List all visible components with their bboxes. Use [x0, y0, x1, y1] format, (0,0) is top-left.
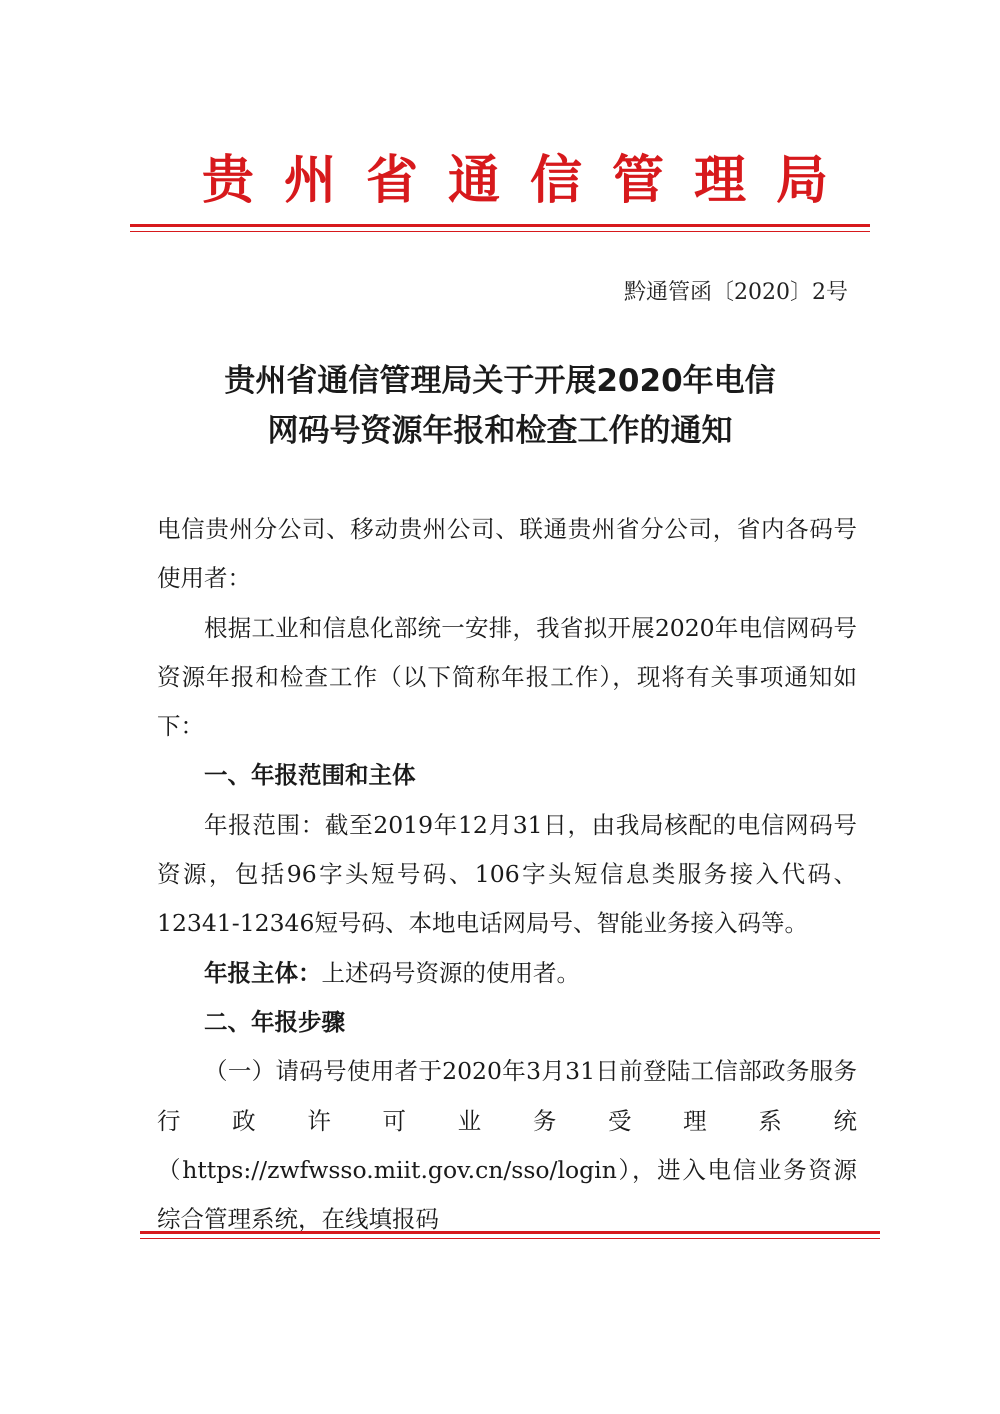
title-line-1: 贵州省通信管理局关于开展2020年电信: [224, 363, 776, 399]
section-1-heading: 一、年报范围和主体: [204, 761, 416, 790]
document-body: [157, 505, 857, 1244]
subject-label: 年报主体：: [204, 958, 322, 987]
footer-rule-thin: [140, 1238, 880, 1239]
document-number: 黔通管函〔2020〕2号: [624, 280, 848, 305]
subject-paragraph: [157, 949, 857, 998]
salutation: 电信贵州分公司、移动贵州公司、联通贵州省分公司，省内各码号使用者：: [157, 515, 857, 593]
header-rule-thick: [130, 224, 870, 227]
title-line-2: 网码号资源年报和检查工作的通知: [267, 413, 733, 449]
header-rule-thin: [130, 231, 870, 232]
intro-paragraph: 根据工业和信息化部统一安排，我省拟开展2020年电信网码号资源年报和检查工作（以下简称年报工作），现将有关事项通知如下：: [157, 613, 857, 741]
section-2-heading: 二、年报步骤: [204, 1007, 345, 1036]
footer-rule-thick: [140, 1231, 880, 1234]
scope-paragraph: 年报范围：截至2019年12月31日，由我局核配的电信网码号资源，包括96字头短号码、106字头短信息类服务接入代码、12341-12346短号码、本地电话网局号、智能业务接入码等。: [157, 810, 857, 938]
subject-text: 上述码号资源的使用者。: [321, 958, 580, 987]
org-header-title: 贵州省通信管理局: [201, 150, 858, 211]
step-1-paragraph: （一）请码号使用者于2020年3月31日前登陆工信部政务服务行政许可业务受理系统（https://zwfwsso.miit.gov.cn/sso/login），进入电信业务资源综合管理系统，在线填报码: [157, 1057, 857, 1234]
document-title: [100, 356, 900, 456]
